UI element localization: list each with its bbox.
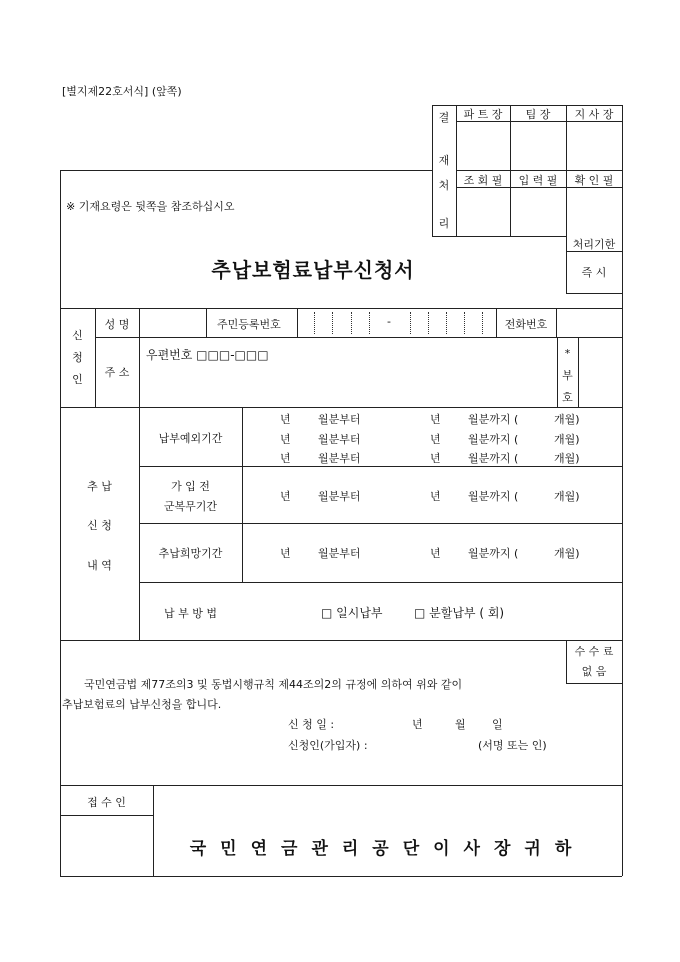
desired-period-label: 추납희망기간	[158, 547, 223, 560]
header-branch-head: 지 사 장	[574, 108, 614, 121]
approval-label-2: 재	[438, 154, 450, 167]
from-label: 월분부터	[318, 433, 361, 446]
notice: ※ 기재요령은 뒷쪽을 참조하십시오	[66, 200, 235, 213]
to-label: 월분까지 (	[468, 433, 519, 446]
header-inquiry-check: 조 회 필	[463, 174, 503, 187]
months-label: 개월)	[554, 452, 580, 465]
year-label: 년	[280, 413, 291, 426]
declaration-text-2: 추납보험료의 납부신청을 합니다.	[62, 698, 222, 711]
page-title: 추납보험료납부신청서	[211, 258, 415, 282]
rrn-dash: -	[387, 315, 391, 328]
months-label: 개월)	[554, 413, 580, 426]
date-year: 년	[412, 718, 423, 731]
from-label: 월분부터	[318, 452, 361, 465]
months-label: 개월)	[554, 547, 580, 560]
months-label: 개월)	[554, 433, 580, 446]
year-label: 년	[280, 452, 291, 465]
installment-checkbox[interactable]: □ 분할납부 ( 회)	[414, 606, 505, 620]
details-side-3: 내 역	[87, 559, 112, 572]
year-label: 년	[430, 413, 441, 426]
year-label: 년	[280, 433, 291, 446]
address-field[interactable]	[141, 360, 555, 405]
approval-label-3: 처	[438, 179, 450, 192]
details-side-2: 신 청	[87, 519, 112, 532]
date-day: 일	[492, 718, 503, 731]
signature-field[interactable]	[384, 733, 476, 753]
year-label: 년	[430, 433, 441, 446]
from-label: 월분부터	[318, 547, 361, 560]
code-label-3: 호	[562, 391, 573, 404]
receipt-stamp-area[interactable]	[61, 817, 152, 875]
address-label: 주 소	[104, 366, 130, 379]
header-input-check: 입 력 필	[518, 174, 558, 187]
approval-label-1: 결	[438, 111, 450, 124]
form-id: [별지제22호서식] (앞쪽)	[62, 85, 182, 98]
code-label-2: 부	[562, 369, 573, 382]
to-label: 월분까지 (	[468, 452, 519, 465]
header-confirm-check: 확 인 필	[574, 174, 614, 187]
exempt-period-label: 납부예외기간	[158, 432, 223, 445]
deadline-value: 즉 시	[581, 266, 607, 279]
fee-label-1: 수 수 료	[574, 645, 614, 658]
applicant-side-2: 청	[72, 351, 83, 364]
details-side-1: 추 납	[87, 480, 112, 493]
postal-code-label: 우편번호 □□□-□□□	[146, 348, 269, 362]
military-period-label-2: 군복무기간	[163, 500, 218, 513]
date-month: 월	[455, 718, 466, 731]
year-label: 년	[430, 490, 441, 503]
to-label: 월분까지 (	[468, 547, 519, 560]
header-team-leader: 팀 장	[525, 108, 551, 121]
year-label: 년	[280, 490, 291, 503]
military-period-label-1: 가 입 전	[171, 480, 210, 493]
payment-method-label: 납 부 방 법	[164, 607, 217, 620]
to-label: 월분까지 (	[468, 490, 519, 503]
name-label: 성 명	[104, 318, 130, 331]
phone-field[interactable]	[557, 310, 621, 336]
header-part-leader: 파 트 장	[463, 108, 503, 121]
fee-label-2: 없 음	[581, 665, 607, 678]
months-label: 개월)	[554, 490, 580, 503]
year-label: 년	[280, 547, 291, 560]
declaration-text-1: 국민연금법 제77조의3 및 동법시행규칙 제44조의2의 규정에 의하여 위와 같이	[84, 678, 463, 691]
code-label-1: *	[564, 347, 571, 360]
applicant-signer-label: 신청인(가입자) :	[288, 739, 368, 752]
from-label: 월분부터	[318, 490, 361, 503]
phone-label: 전화번호	[504, 318, 548, 331]
to-label: 월분까지 (	[468, 413, 519, 426]
addressee: 국민연금관리공단이사장귀하	[189, 839, 586, 859]
receipt-label: 접 수 인	[87, 796, 126, 809]
approval-label-4: 리	[438, 217, 450, 230]
from-label: 월분부터	[318, 413, 361, 426]
application-date-label: 신 청 일 :	[288, 718, 335, 731]
rrn-field[interactable]	[298, 310, 495, 336]
deadline-label: 처리기한	[572, 238, 616, 251]
lump-sum-checkbox[interactable]: □ 일시납부	[321, 606, 383, 620]
applicant-side-1: 신	[72, 329, 83, 342]
rrn-label: 주민등록번호	[217, 318, 281, 331]
code-field[interactable]	[579, 339, 621, 405]
applicant-side-3: 인	[72, 373, 83, 386]
year-label: 년	[430, 547, 441, 560]
year-label: 년	[430, 452, 441, 465]
name-field[interactable]	[140, 310, 205, 336]
sign-or-seal-label: (서명 또는 인)	[478, 739, 547, 752]
